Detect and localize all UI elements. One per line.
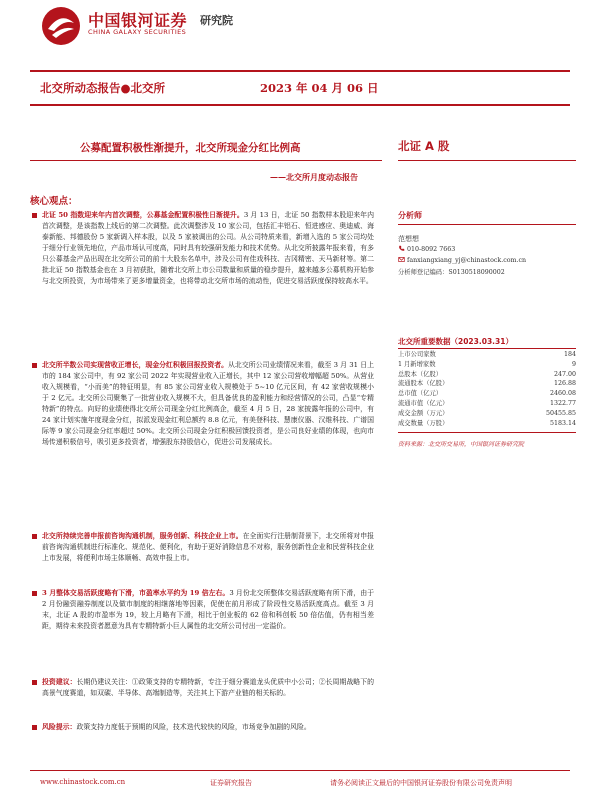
core-point-text: 从北交所公司业绩情况来看，截至 3 月 31 日上市的 184 家公司中，有 92 家公司 2022 年实现营业收入正增长，其中 12 家公司营收增幅超 50%。从营业收入规模看，“小而美”的特征明显，有 85 家公司营业收入规模处于 5~10 亿元区间，有 42 家营收规模小于 2 亿元。北交所公司聚集了一批营业收入规模不大，但具备优良的盈利能力和经营情况的公司，凸显“专精特新”的特点。向好的业绩使得北交所公司现金分红比例高企，截至 4 月 5 日，28 家披露年报的公司中，有 24 家计划实施年度现金分红，拟派发现金红利总额约 8.8 亿元，有美登科技、慧康仪器、汉维科技、广谱国际等 9 家公司现金分红率超过 50%。北交所公司现金分红积极回馈投资者，是公司良好业绩的体现，也向市场传递积极信号，吸引更多投资者，增强股东持股信心，促进公司发展成长。 <box>42 361 374 446</box>
bullet-icon <box>32 591 37 596</box>
brand-name-en: CHINA GALAXY SECURITIES <box>88 28 187 36</box>
bullet-icon <box>32 725 37 730</box>
row-label: 1 月新增家数 <box>398 360 436 368</box>
row-label: 成交金额（万元） <box>398 409 449 417</box>
core-point-keyword: 北证 50 指数迎来年内首次调整，公募基金配置积极性日渐提升。 <box>42 211 244 219</box>
report-type: 北交所动态报告●北交所 <box>40 81 166 95</box>
email-icon <box>398 256 405 263</box>
row-label: 总市值（亿元） <box>398 390 443 398</box>
row-value: 9 <box>571 360 576 368</box>
analyst-divider <box>398 224 576 225</box>
key-data-table <box>398 350 576 428</box>
table-row <box>398 389 576 399</box>
core-point-4 <box>42 588 374 632</box>
core-point-5 <box>42 677 374 699</box>
phone-icon <box>398 245 405 252</box>
footer-divider <box>30 770 570 771</box>
row-value: 1322.77 <box>549 399 576 407</box>
core-point-keyword: 3 月整体交易活跃度略有下滑，市盈率水平约为 19 倍左右。 <box>42 589 230 597</box>
core-point-keyword: 北交所半数公司实现营收正增长，现金分红积极回报投资者。 <box>42 361 229 369</box>
table-row <box>398 399 576 409</box>
row-value: 247.00 <box>553 370 576 378</box>
core-point-text: 政策支持力度低于预期的风险，技术迭代较快的风险，市场竞争加剧的风险。 <box>76 723 311 731</box>
analyst-name: 范想想 <box>398 235 419 243</box>
headline-divider <box>30 160 382 161</box>
bullet-icon <box>32 213 37 218</box>
row-value: 50455.85 <box>545 409 576 417</box>
row-label: 总股本（亿股） <box>398 370 443 378</box>
analyst-phone-row <box>398 245 455 253</box>
row-label: 成交数量（万股） <box>398 419 449 427</box>
footer-website[interactable]: www.chinastock.com.cn <box>40 778 126 786</box>
row-label: 流通股本（亿股） <box>398 380 449 388</box>
key-data-bottom-divider <box>398 432 576 433</box>
analyst-email[interactable]: fanxiangxiang_yj@chinastock.com.cn <box>407 257 527 264</box>
analyst-cert-row <box>398 267 505 276</box>
analyst-email-row[interactable] <box>398 256 526 264</box>
core-point-text: 长期仍建议关注：①政策支持的专精特新，专注于细分赛道龙头优质中小公司；②长周期战略下的高景气度赛道，如双碳、半导体、高端制造等，关注其上下游产业链的相关标的。 <box>42 678 375 697</box>
table-row <box>398 419 576 429</box>
table-row <box>398 360 576 370</box>
row-value: 5183.14 <box>549 419 576 427</box>
row-label: 上市公司家数 <box>398 351 436 358</box>
table-row <box>398 379 576 389</box>
row-value: 184 <box>563 351 576 358</box>
analyst-heading: 分析师 <box>398 211 422 220</box>
core-point-2 <box>42 360 374 448</box>
report-subheadline: ——北交所月度动态报告 <box>270 172 358 182</box>
table-row <box>398 350 576 360</box>
report-headline: 公募配置积极性渐提升，北交所现金分红比例高 <box>80 142 301 154</box>
sector-divider <box>398 160 576 161</box>
institute-label: 研究院 <box>200 14 233 27</box>
bullet-icon <box>32 534 37 539</box>
header-divider-bottom <box>30 104 570 106</box>
brand-name: 中国银河证券 <box>88 11 188 30</box>
core-points-heading: 核心观点： <box>30 196 78 207</box>
table-row <box>398 370 576 380</box>
core-point-keyword: 投资建议： <box>42 678 77 686</box>
sector-label: 北证 A 股 <box>398 139 450 153</box>
core-point-3 <box>42 531 374 564</box>
row-label: 流通市值（亿元） <box>398 399 449 407</box>
galaxy-logo-icon <box>40 5 82 47</box>
core-point-text: 3 月 13 日，北证 50 指数样本股迎来年内首次调整，是该指数上线后的第二次调整。此次调整涉及 10 家公司，包括汇丰铝石、恒进感应、奥迪威、海泰新能、邦德股份 5 家新调入样本股，以及 5 家被调出的公司。从公司特质来看，新增入选的 5 家公司均处于细分行业领先地位，产品市场认可度高，同时具有较强研发能力和技术优势。从北交所披露年报来看，有多只公募基金产品出现在北交所公司的前十大股东名单中，涉及公司有佳戏科技、吉冈精密、天马新材等。第二批北证 50 指数基金也在 3 月初获批，随着北交所上市公司数量和质量的稳步提升，越来越多公募机构开始参与北交所投资，为市场带来了更多增量资金，也将带动北交所市场的流动性，促进交易活跃度保持较高水平。 <box>42 211 375 285</box>
report-date: 2023 年 04 月 06 日 <box>260 81 379 95</box>
core-point-text: 3 月份北交所整体交易活跃度略有所下滑，由于 2 月份融资融券制度以及做市制度的相继落地等因素，促使在前月形成了阶段性交易活跃度高点。截至 3 月末，北证 A 股的市盈率为 19，较上月略有下滑，相比于创业板的 62 倍和科创板 50 倍估值，仍有相当差距，期待未来投资者愿意为具有专精特新小巨人属性的北交所公司付出一定溢价。 <box>42 589 374 630</box>
bullet-icon <box>32 363 37 368</box>
core-point-1 <box>42 210 374 287</box>
bullet-icon <box>32 680 37 685</box>
analyst-cert-label: 分析师登记编码： <box>398 269 449 276</box>
core-point-6 <box>42 722 374 733</box>
table-row <box>398 409 576 419</box>
core-point-keyword: 风险提示： <box>42 723 77 731</box>
key-data-source: 资料来源：北交所交易所，中国银河证券研究院 <box>398 441 525 448</box>
core-point-keyword: 北交所持续完善申报前咨询沟通机制，服务创新、科技企业上市。 <box>42 532 243 540</box>
footer-disclaimer: 请务必阅读正文最后的中国银河证券股份有限公司免责声明 <box>330 779 512 787</box>
analyst-cert: S0130518090002 <box>448 269 505 276</box>
row-value: 2460.08 <box>549 390 576 398</box>
key-data-heading: 北交所重要数据（2023.03.31） <box>398 337 513 346</box>
header-divider-top <box>30 70 570 72</box>
analyst-phone: 010-8092 7663 <box>407 246 456 253</box>
footer-report-label: 证券研究报告 <box>210 779 252 787</box>
row-value: 126.88 <box>553 380 576 388</box>
core-point-text: 在全面实行注册制背景下，北交所将对申报前咨询沟通机制进行标准化、规范化、便利化，有助于更好消除信息不对称，服务创新性企业和民营科技企业上市发展，将便利市场主体顺畅、高效申报上市。 <box>42 532 375 562</box>
key-data-divider <box>398 348 576 349</box>
